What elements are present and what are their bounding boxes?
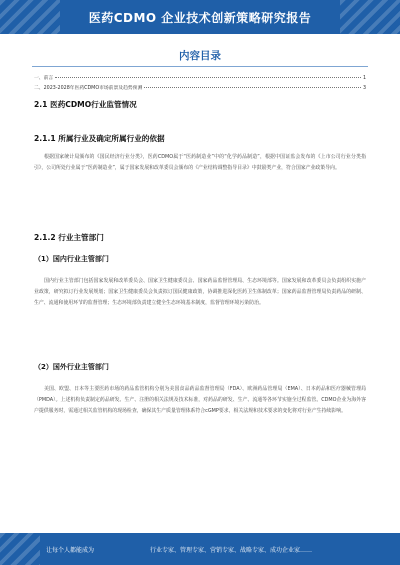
toc-entry-page: 1 xyxy=(362,76,366,81)
toc-leader-dots xyxy=(144,87,361,88)
section-heading-2-1-1: 2.1.1 所属行业及确定所属行业的依据 xyxy=(34,134,165,143)
toc-divider xyxy=(32,66,368,67)
page-footer xyxy=(0,533,400,565)
header-stripe-decoration xyxy=(0,0,60,34)
paragraph-industry-basis: 根据国家统计局颁布的《国民经济行业分类》，医药CDMO属于“医药制造业”中的“化学药品制造”，根据中国证监会发布的《上市公司行业分类指引》，公司所处行业属于“医药制造业”，属于国家发展和改革委员会颁布的《产业结构调整指导目录》中鼓励类产业，符合国家产业政策导向。 xyxy=(34,154,366,171)
section-heading-2-1-2: 2.1.2 行业主管部门 xyxy=(34,233,104,242)
section-heading-2-1: 2.1 医药CDMO行业监管情况 xyxy=(34,100,137,109)
header-title: 医药CDMO 企业技术创新策略研究报告 xyxy=(88,10,312,25)
footer-slogan-right: 行业专家、管理专家、营销专家、战略专家、成功企业家…… xyxy=(150,546,313,554)
toc-entry-page: 3 xyxy=(362,86,366,91)
toc-entry-label: 二、2023-2028年医药CDMO市场前景及趋势预测 xyxy=(34,86,143,91)
toc-entry-2[interactable] xyxy=(34,84,366,91)
toc-entry-1[interactable] xyxy=(34,74,366,81)
toc-title: 内容目录 xyxy=(179,50,221,62)
paragraph-foreign-authorities: 美国、欧盟、日本等主要医药市场的药品监管机构分别为美国食品药品监督管理局（FDA）、欧洲药品管理局（EMA）、日本药品和医疗器械管理局（PMDA）。上述机构负责制定药品研发、生产、注册的相关法规及技术标准，对药品的研发、生产、流通等各环节实施全过程监管。CDMO企业为海外客户提供服务时，需通过相关监管机构的现场检查，确保其生产质量管理体系符合cGMP要求，相关法规和技术要求的变化将对行业产生持续影响。 xyxy=(34,386,366,414)
toc-leader-dots xyxy=(55,77,361,78)
paragraph-domestic-authorities: 国内行业主管部门包括国家发展和改革委员会、国家卫生健康委员会、国家药品监督管理局、生态环境部等。国家发展和改革委员会负责组织实施产业政策，研究拟订行业发展规划；国家卫生健康委员会负责拟订国民健康政策，协调推进深化医药卫生体制改革；国家药品监督管理局负责药品的研制、生产、流通和使用环节的监督管理；生态环境部负责建立健全生态环境基本制度，监督管理环境污染防治。 xyxy=(34,278,366,306)
subheading-domestic-authorities: （1）国内行业主管部门 xyxy=(34,255,109,263)
toc-entry-label: 一、前言 xyxy=(34,76,54,81)
page-header xyxy=(0,0,400,34)
subheading-foreign-authorities: （2）国外行业主管部门 xyxy=(34,363,109,371)
footer-slogan-left: 让每个人都能成为 xyxy=(46,546,95,554)
footer-stripe-decoration xyxy=(0,533,40,565)
header-stripe-decoration-right xyxy=(340,0,400,34)
